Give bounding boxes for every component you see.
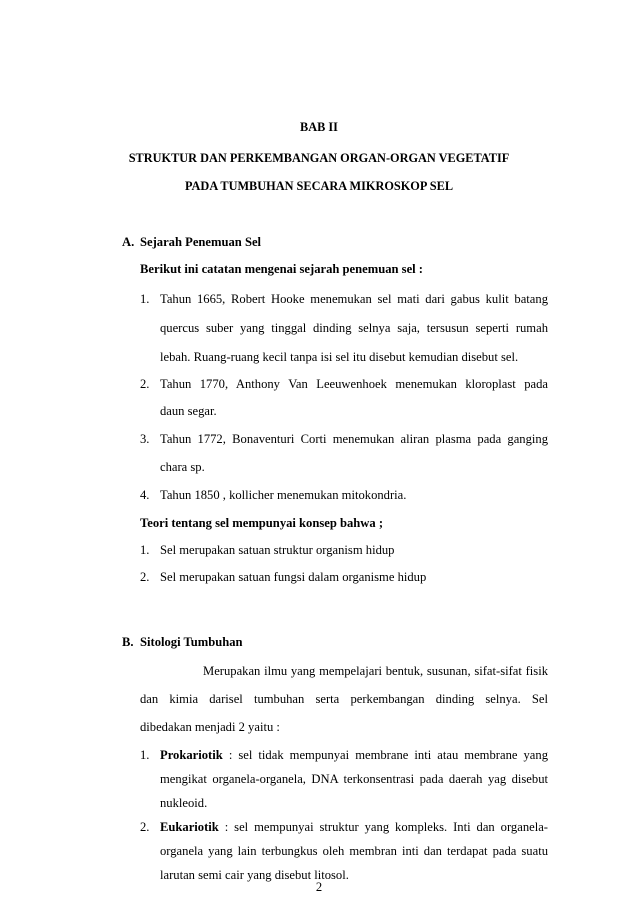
chapter-label: BAB II — [300, 120, 338, 134]
term-eukariotik: Eukariotik — [160, 820, 219, 834]
term-definition: : sel tidak mempunyai membrane inti atau membrane yang — [222, 748, 548, 762]
list-item-line: Tahun 1850 , kollicher menemukan mitokondria. — [160, 488, 407, 502]
chapter-title-line-1: STRUKTUR DAN PERKEMBANGAN ORGAN-ORGAN VEGETATIF — [128, 151, 510, 165]
list-item-line: Tahun 1665, Robert Hooke menemukan sel mati dari gabus kulit batang — [160, 292, 548, 306]
term-prokariotik: Prokariotik — [160, 748, 223, 762]
list-item-line: daun segar. — [160, 404, 217, 418]
list-item-number: 4. — [140, 488, 150, 502]
list-item-line: chara sp. — [160, 460, 205, 474]
paragraph-line: dibedakan menjadi 2 yaitu : — [140, 720, 280, 734]
list-item-line: Sel merupakan satuan fungsi dalam organisme hidup — [160, 570, 427, 584]
section-b-title: Sitologi Tumbuhan — [140, 635, 243, 649]
list-item-number: 3. — [140, 432, 150, 446]
list-item-number: 2. — [140, 570, 150, 584]
list-item-number: 1. — [140, 543, 150, 557]
list-item-line: organela yang lain terbungkus oleh membran inti dan terdapat pada suatu — [160, 844, 548, 858]
list-item-number: 1. — [140, 748, 150, 762]
section-b-label: B. — [122, 635, 134, 649]
list-item-line: nukleoid. — [160, 796, 208, 810]
list-item-line: Tahun 1772, Bonaventuri Corti menemukan aliran plasma pada ganging — [160, 432, 548, 446]
page-number: 2 — [315, 880, 323, 894]
list-item-number: 2. — [140, 820, 150, 834]
list-item-line: lebah. Ruang-ruang kecil tanpa isi sel itu disebut kemudian disebut sel. — [160, 350, 519, 364]
list-item-number: 2. — [140, 377, 150, 391]
term-definition: : sel mempunyai struktur yang kompleks. Inti dan organela- — [218, 820, 548, 834]
chapter-title-line-2: PADA TUMBUHAN SECARA MIKROSKOP SEL — [184, 179, 454, 193]
section-a-label: A. — [122, 235, 135, 249]
paragraph-line: Merupakan ilmu yang mempelajari bentuk, susunan, sifat-sifat fisik — [203, 664, 548, 678]
list-item-line — [160, 820, 548, 835]
theory-intro: Teori tentang sel mempunyai konsep bahwa ; — [140, 516, 384, 530]
list-item-number: 1. — [140, 292, 150, 306]
list-item-line: larutan semi cair yang disebut litosol. — [160, 868, 349, 882]
paragraph-line: dan kimia darisel tumbuhan serta perkembangan dinding selnya. Sel — [140, 692, 548, 706]
section-a-title: Sejarah Penemuan Sel — [140, 235, 262, 249]
list-item-line: Sel merupakan satuan struktur organism hidup — [160, 543, 395, 557]
list-item-line: mengikat organela-organela, DNA terkonsentrasi pada daerah yag disebut — [160, 772, 548, 786]
list-item-line: quercus suber yang tinggal dinding selnya saja, tersusun seperti rumah — [160, 321, 548, 335]
section-a-intro: Berikut ini catatan mengenai sejarah penemuan sel : — [140, 262, 424, 276]
list-item-line — [160, 748, 548, 763]
list-item-line: Tahun 1770, Anthony Van Leeuwenhoek menemukan kloroplast pada — [160, 377, 548, 391]
